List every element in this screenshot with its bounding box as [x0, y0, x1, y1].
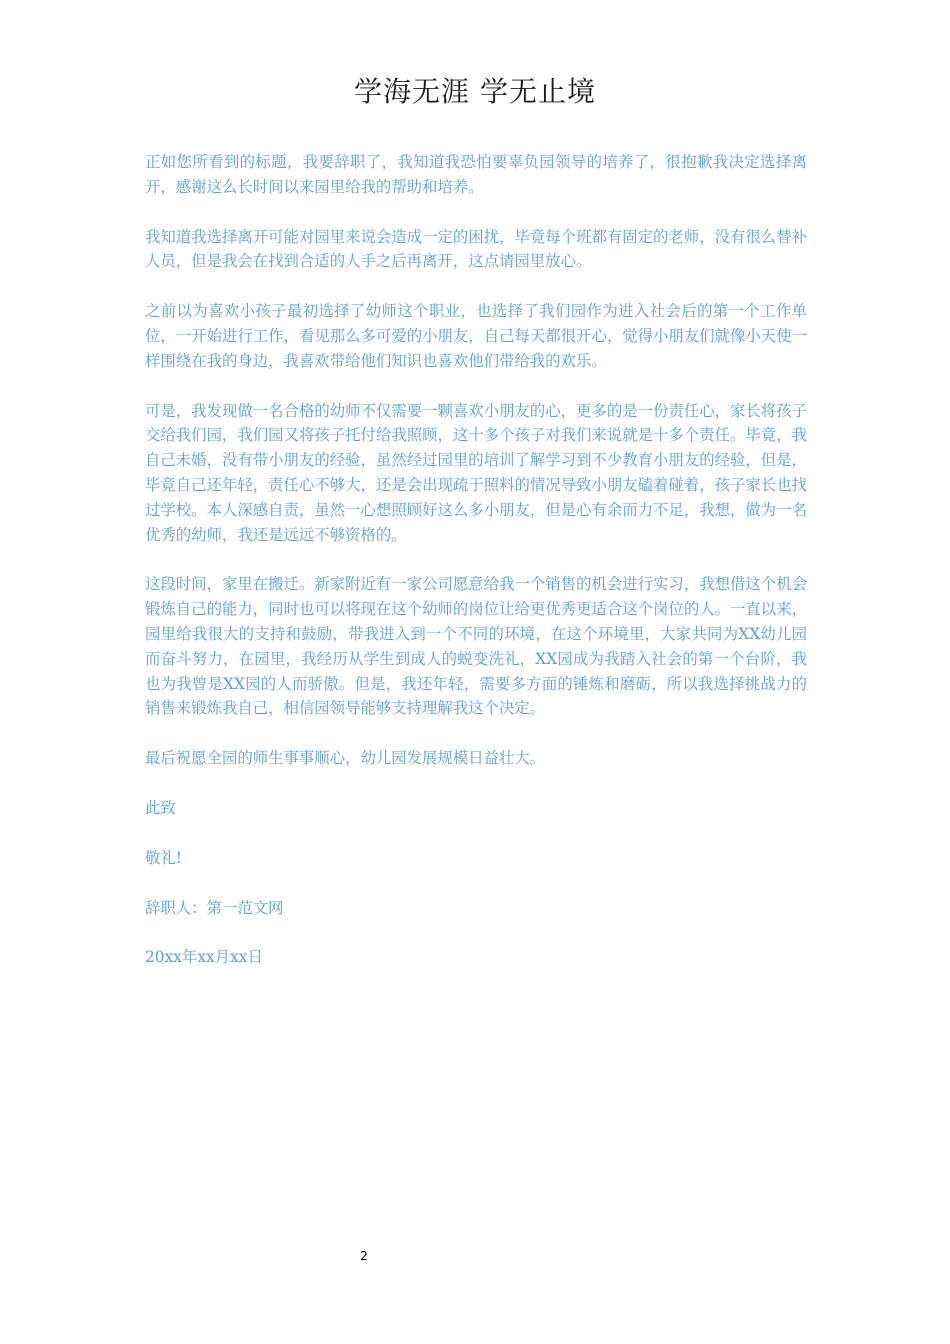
letter-body	[145, 150, 807, 995]
closing-regards: 敬礼!	[145, 848, 182, 867]
paragraph-concern: 我知道我选择离开可能对园里来说会造成一定的困扰，毕竟每个班都有固定的老师，没有很么替补人员，但是我会在找到合适的人手之后再离开，这点请园里放心。	[145, 227, 807, 271]
closing-salutation: 此致	[145, 798, 176, 817]
date: 20xx年xx月xx日	[145, 948, 263, 967]
page-number: 2	[360, 1249, 368, 1263]
paragraph-background: 之前以为喜欢小孩子最初选择了幼师这个职业，也选择了我们园作为进入社会后的第一个工作单位，一开始进行工作，看见那么多可爱的小朋友，自己每天都很开心，觉得小朋友们就像小天使一样围绕在我的身边，我喜欢带给他们知识也喜欢他们带给我的欢乐。	[145, 302, 807, 370]
signature: 辞职人：第一范文网	[145, 898, 284, 917]
paragraph-opening: 正如您所看到的标题，我要辞职了，我知道我恐怕要辜负园领导的培养了，很抱歉我决定选择离开，感谢这么长时间以来园里给我的帮助和培养。	[145, 153, 807, 196]
paragraph-responsibility: 可是，我发现做一名合格的幼师不仅需要一颗喜欢小朋友的心，更多的是一份责任心，家长将孩子交给我们园，我们园又将孩子托付给我照顾，这十多个孩子对我们来说就是十多个责任。毕竟，我自己未婚，没有带小朋友的经验，虽然经过园里的培训了解学习到不少教育小朋友的经验，但是，毕竟自己还年轻，责任心不够大，还是会出现疏于照料的情况导致小朋友磕着碰着，孩子家长也找过学校。本人深感自责，虽然一心想照顾好这么多小朋友，但是心有余而力不足，我想，做为一名优秀的幼师，我还是远远不够资格的。	[145, 401, 807, 544]
page-header: 学海无涯 学无止境	[354, 75, 596, 108]
paragraph-wishes: 最后祝愿全园的师生事事顺心，幼儿园发展规模日益壮大。	[145, 749, 546, 768]
paragraph-reason: 这段时间，家里在搬迁。新家附近有一家公司愿意给我一个销售的机会进行实习，我想借这个机会锻炼自己的能力，同时也可以将现在这个幼师的岗位让给更优秀更适合这个岗位的人。一直以来，园里给我很大的支持和鼓励，带我进入到一个不同的环境，在这个环境里，大家共同为XX幼儿园而奋斗努力，在园里，我经历从学生到成人的蜕变洗礼，XX园成为我踏入社会的第一个台阶，我也为我曾是XX园的人而骄傲。但是，我还年轻，需要多方面的锤炼和磨砺，所以我选择挑战力的销售来锻炼我自己，相信园领导能够支持理解我这个决定。	[145, 575, 807, 718]
